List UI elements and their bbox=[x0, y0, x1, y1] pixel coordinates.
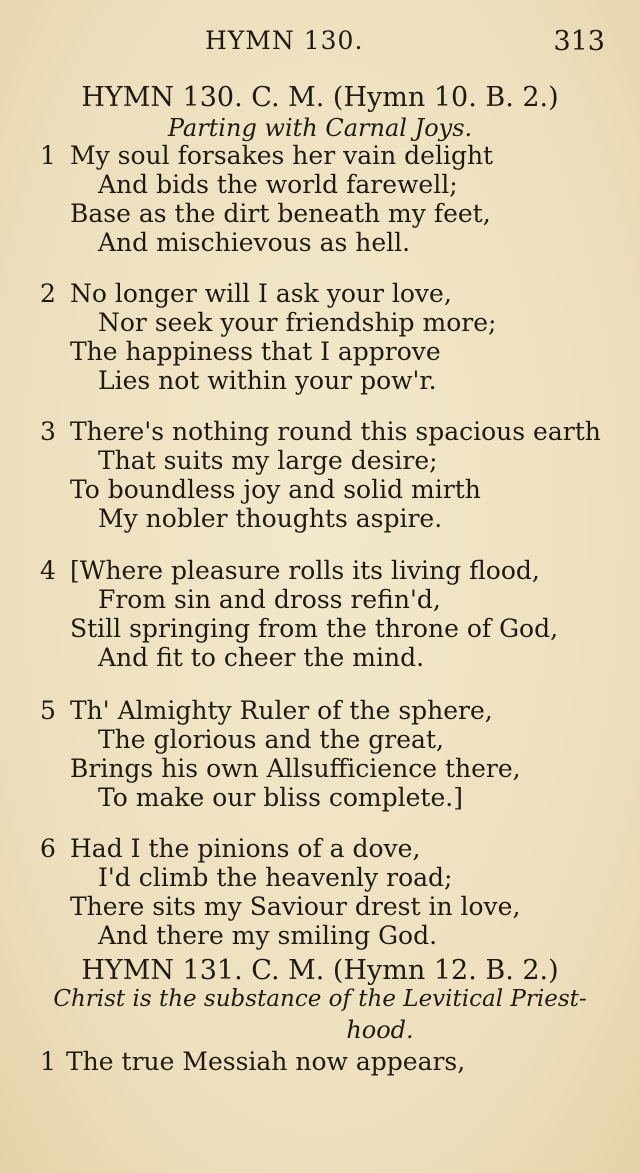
verse-line: There sits my Saviour drest in love, bbox=[70, 892, 521, 921]
verse-line: The happiness that I approve bbox=[70, 337, 441, 366]
stanza-number: 2 bbox=[40, 279, 56, 308]
hymn-130-heading: HYMN 130. C. M. (Hymn 10. B. 2.) bbox=[81, 82, 559, 113]
verse-line: Nor seek your friendship more; bbox=[98, 308, 497, 337]
verse-line: And there my smiling God. bbox=[98, 921, 438, 950]
verse-line: The true Messiah now appears, bbox=[66, 1047, 466, 1076]
verse-line: Th' Almighty Ruler of the sphere, bbox=[70, 696, 493, 725]
hymn-131-subtitle-line1: Christ is the substance of the Levitical Priest- bbox=[53, 986, 587, 1012]
verse-line: To make our bliss complete.] bbox=[98, 783, 463, 812]
page-number: 313 bbox=[553, 26, 605, 57]
verse-line: No longer will I ask your love, bbox=[70, 279, 452, 308]
stanza-number: 1 bbox=[40, 141, 56, 170]
verse-line: That suits my large desire; bbox=[98, 446, 438, 475]
hymn-130-subtitle: Parting with Carnal Joys. bbox=[167, 114, 473, 142]
verse-line: The glorious and the great, bbox=[98, 725, 444, 754]
hymn-131-heading: HYMN 131. C. M. (Hymn 12. B. 2.) bbox=[81, 955, 559, 986]
stanza-number: 6 bbox=[40, 834, 56, 863]
verse-line: Brings his own Allsufficience there, bbox=[70, 754, 521, 783]
verse-line: Lies not within your pow'r. bbox=[98, 366, 437, 395]
stanza-number: 1 bbox=[40, 1047, 56, 1076]
verse-line: And bids the world farewell; bbox=[98, 170, 458, 199]
verse-line: And mischievous as hell. bbox=[98, 228, 411, 257]
verse-line: I'd climb the heavenly road; bbox=[98, 863, 453, 892]
verse-line: Still springing from the throne of God, bbox=[70, 614, 559, 643]
stanza-number: 4 bbox=[40, 556, 56, 585]
verse-line: [Where pleasure rolls its living flood, bbox=[70, 556, 540, 585]
stanza-number: 3 bbox=[40, 417, 56, 446]
stanza-number: 5 bbox=[40, 696, 56, 725]
verse-line: Base as the dirt beneath my feet, bbox=[70, 199, 491, 228]
verse-line: My nobler thoughts aspire. bbox=[98, 504, 443, 533]
verse-line: There's nothing round this spacious earth bbox=[70, 417, 601, 446]
verse-line: And fit to cheer the mind. bbox=[98, 643, 425, 672]
running-head bbox=[0, 26, 640, 60]
verse-line: My soul forsakes her vain delight bbox=[70, 141, 494, 170]
verse-line: From sin and dross refin'd, bbox=[98, 585, 441, 614]
running-head-title: HYMN 130. bbox=[205, 26, 364, 55]
verse-line: To boundless joy and solid mirth bbox=[70, 475, 481, 504]
hymn-131-subtitle-line2: hood. bbox=[346, 1016, 414, 1044]
verse-line: Had I the pinions of a dove, bbox=[70, 834, 421, 863]
